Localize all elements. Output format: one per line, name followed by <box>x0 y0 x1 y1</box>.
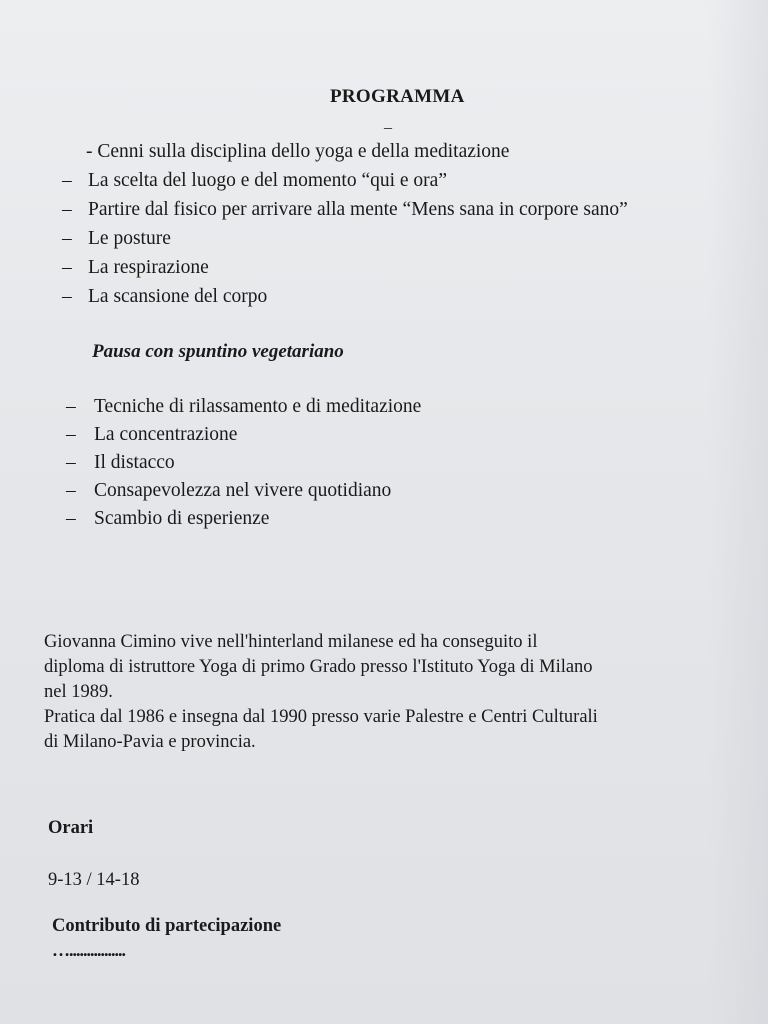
list-item: La respirazione <box>88 257 209 278</box>
bio-line: Pratica dal 1986 e insegna dal 1990 presso varie Palestre e Centri Culturali <box>44 707 598 727</box>
list-dash: – <box>66 480 76 501</box>
pause-heading: Pausa con spuntino vegetariano <box>92 341 344 362</box>
document-title: PROGRAMMA <box>330 86 465 107</box>
list-item: Partire dal fisico per arrivare alla mente “Mens sana in corpore sano” <box>88 199 628 220</box>
list-dash: – <box>66 508 76 529</box>
instructor-bio <box>44 630 744 755</box>
list-dash: – <box>62 257 72 278</box>
list-item: La scansione del corpo <box>88 286 268 307</box>
bio-line: nel 1989. <box>44 682 113 702</box>
list-dash: – <box>66 452 76 473</box>
list-item: Il distacco <box>94 452 175 473</box>
list-item: Scambio di esperienze <box>94 508 270 529</box>
list-dash: – <box>62 228 72 249</box>
hours-value: 9-13 / 14-18 <box>48 870 140 890</box>
bio-line: diploma di istruttore Yoga di primo Grado presso l'Istituto Yoga di Milano <box>44 657 593 677</box>
list-dash: – <box>66 396 76 417</box>
title-dash: _ <box>384 114 392 131</box>
hours-label: Orari <box>48 818 94 838</box>
list-dash: – <box>62 286 72 307</box>
fee-value: …................ <box>52 940 125 960</box>
list-item: Le posture <box>88 228 171 249</box>
list-item: Tecniche di rilassamento e di meditazione <box>94 396 422 417</box>
list-dash: – <box>66 424 76 445</box>
fee-label: Contributo di partecipazione <box>52 916 282 936</box>
bio-line: di Milano-Pavia e provincia. <box>44 732 256 752</box>
bio-line: Giovanna Cimino vive nell'hinterland milanese ed ha conseguito il <box>44 632 538 652</box>
list-dash: – <box>62 170 72 191</box>
list-item: Consapevolezza nel vivere quotidiano <box>94 480 392 501</box>
list-dash: – <box>62 199 72 220</box>
list-item: La scelta del luogo e del momento “qui e ora” <box>88 170 447 191</box>
list-item-first: - Cenni sulla disciplina dello yoga e della meditazione <box>86 141 510 162</box>
list-item: La concentrazione <box>94 424 238 445</box>
